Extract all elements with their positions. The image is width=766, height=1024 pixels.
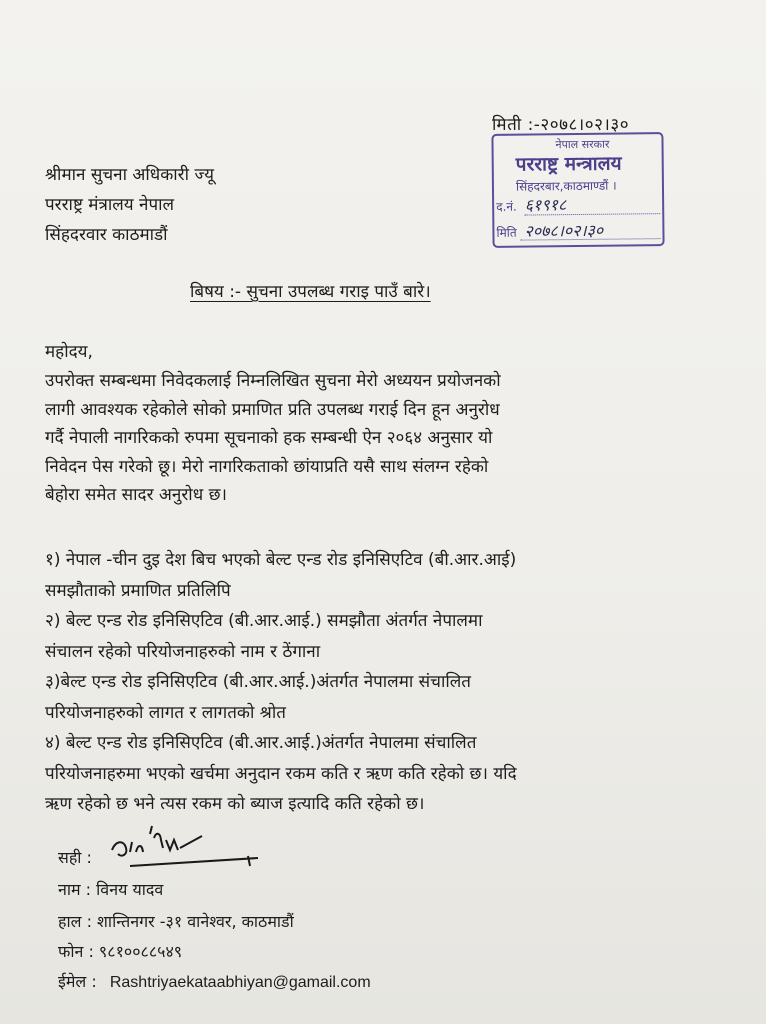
salutation: महोदय, [45, 342, 93, 362]
stamp-gov-text: नेपाल सरकार [555, 137, 610, 152]
handwritten-signature [110, 822, 260, 872]
stamp-registration [496, 193, 566, 216]
email-line [58, 970, 371, 992]
list-item-line: परियोजनाहरुको लागत र लागतको श्रोत [45, 702, 286, 723]
stamp-reg-number: ६१९१८ [524, 195, 567, 215]
name-line: नाम : विनय यादव [58, 880, 164, 899]
letter-subject: बिषय :- सुचना उपलब्ध गराइ पाउँ बारे। [190, 282, 431, 302]
request-list [45, 545, 517, 820]
list-item-line: ४) बेल्ट एन्ड रोड इनिसिएटिव (बी.आर.आई.)अंतर्गत नेपालमा संचालित [45, 733, 477, 753]
list-item-line: ३)बेल्ट एन्ड रोड इनिसिएटिव (बी.आर.आई.)अंतर्गत नेपालमा संचालित [45, 672, 471, 692]
list-item-line: परियोजनाहरुमा भएको खर्चमा अनुदान रकम कति र ऋण कति रहेको छ। यदि [45, 763, 517, 784]
addressee-line: परराष्ट्र मंत्रालय नेपाल [45, 195, 175, 215]
address-line: हाल : शान्तिनगर -३१ वानेश्वर, काठमाडौं [58, 912, 294, 931]
list-item-line: समझौताको प्रमाणित प्रतिलिपि [45, 580, 231, 601]
stamp-reg-label: द.नं. [496, 199, 517, 214]
stamp-dotted-line [524, 213, 660, 215]
list-item-line: २) बेल्ट एन्ड रोड इनिसिएटिव (बी.आर.आई.) समझौता अंतर्गत नेपालमा [45, 611, 483, 631]
signature-label: सही : [58, 848, 92, 867]
body-line: लागी आवश्यक रहेकोले सोको प्रमाणित प्रति उपलब्ध गराई दिन हून अनुरोध [45, 399, 500, 420]
body-line: बेहोरा समेत सादर अनुरोध छ। [45, 485, 227, 505]
addressee-line: सिंहदरवार काठमाडौं [45, 225, 168, 245]
list-item-line: ऋण रहेको छ भने त्यस रकम को ब्याज इत्यादि कति रहेको छ। [45, 794, 425, 814]
stamp-date-label: मिति [496, 225, 517, 240]
letter-date: मिती :-२०७८।०२।३० [492, 115, 630, 135]
email-label: ईमेल : [58, 972, 97, 991]
stamp-ministry-name: परराष्ट्र मन्त्रालय [515, 152, 622, 176]
stamp-date-value: २०७८।०२।३० [524, 220, 604, 241]
email-address: Rashtriyaekataabhiyan@gamail.com [109, 974, 371, 991]
stamp-place: सिंहदरबार,काठमाण्डौं । [515, 178, 617, 194]
signature-row [58, 846, 92, 868]
ministry-receipt-stamp [491, 132, 664, 248]
body-line: गर्दै नेपाली नागरिकको रुपमा सूचनाको हक सम्बन्धी ऐन २०६४ अनुसार यो [45, 428, 493, 448]
list-item-line: संचालन रहेको परियोजनाहरुको नाम र ठेंगाना [45, 641, 321, 662]
phone-line: फोन : ९८१००८८५४९ [58, 942, 183, 961]
letter-body [45, 367, 501, 510]
body-line: उपरोक्त सम्बन्धमा निवेदकलाई निम्नलिखित सुचना मेरो अध्ययन प्रयोजनको [45, 371, 501, 391]
addressee-line: श्रीमान सुचना अधिकारी ज्यू [45, 165, 215, 185]
body-line: निवेदन पेस गरेको छू। मेरो नागरिकताको छांयाप्रति यसै साथ संलग्न रहेको [45, 456, 489, 477]
addressee-block [45, 160, 214, 250]
list-item-line: १) नेपाल -चीन दुइ देश बिच भएको बेल्ट एन्ड रोड इनिसिएटिव (बी.आर.आई) [45, 550, 517, 570]
